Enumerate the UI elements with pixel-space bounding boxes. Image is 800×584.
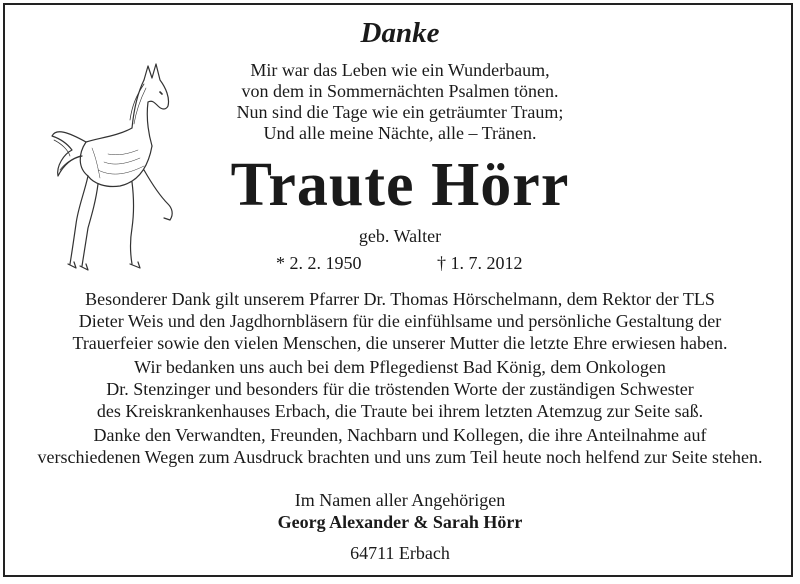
poem <box>200 60 600 144</box>
text-line: Dr. Stenzinger und besonders für die tröstenden Worte der zuständigen Schwester <box>106 379 694 399</box>
signature <box>0 489 800 533</box>
acknowledgement-paragraph <box>12 424 788 468</box>
maiden-name: geb. Walter <box>358 226 442 246</box>
notice-heading: Danke <box>360 17 440 49</box>
text-line: Besonderer Dank gilt unserem Pfarrer Dr. Thomas Hörschelmann, dem Rektor der TLS <box>85 289 715 309</box>
signature-intro: Im Namen aller Angehörigen <box>294 490 506 510</box>
poem-line: Mir war das Leben wie ein Wunderbaum, <box>250 60 550 80</box>
birth-date: * 2. 2. 1950 <box>276 253 362 273</box>
signature-names: Georg Alexander & Sarah Hörr <box>277 512 523 532</box>
text-line: verschiedenen Wegen zum Ausdruck brachten und uns zum Teil heute noch helfend zur Seite stehen. <box>37 447 763 467</box>
text-line: des Kreiskrankenhauses Erbach, die Traute bei ihrem letzten Atemzug zur Seite saß. <box>96 401 704 421</box>
poem-line: Nun sind die Tage wie ein geträumter Traum; <box>236 102 564 122</box>
acknowledgements <box>12 288 788 470</box>
poem-line: von dem in Sommernächten Psalmen tönen. <box>241 81 559 101</box>
text-line: Dieter Weis und den Jagdhornbläsern für die einfühlsame und persönliche Gestaltung der <box>78 311 722 331</box>
acknowledgement-paragraph <box>12 356 788 422</box>
text-line: Trauerfeier sowie den vielen Menschen, die unserer Mutter die letzte Ehre erwiesen haben. <box>72 333 728 353</box>
deceased-name: Traute Hörr <box>230 151 570 219</box>
poem-line: Und alle meine Nächte, alle – Tränen. <box>263 123 537 143</box>
acknowledgement-paragraph <box>12 288 788 354</box>
text-line: Wir bedanken uns auch bei dem Pflegedienst Bad König, dem Onkologen <box>134 357 666 377</box>
death-date: † 1. 7. 2012 <box>437 253 523 273</box>
text-line: Danke den Verwandten, Freunden, Nachbarn und Kollegen, die ihre Anteilnahme auf <box>93 425 707 445</box>
place: 64711 Erbach <box>350 543 450 563</box>
